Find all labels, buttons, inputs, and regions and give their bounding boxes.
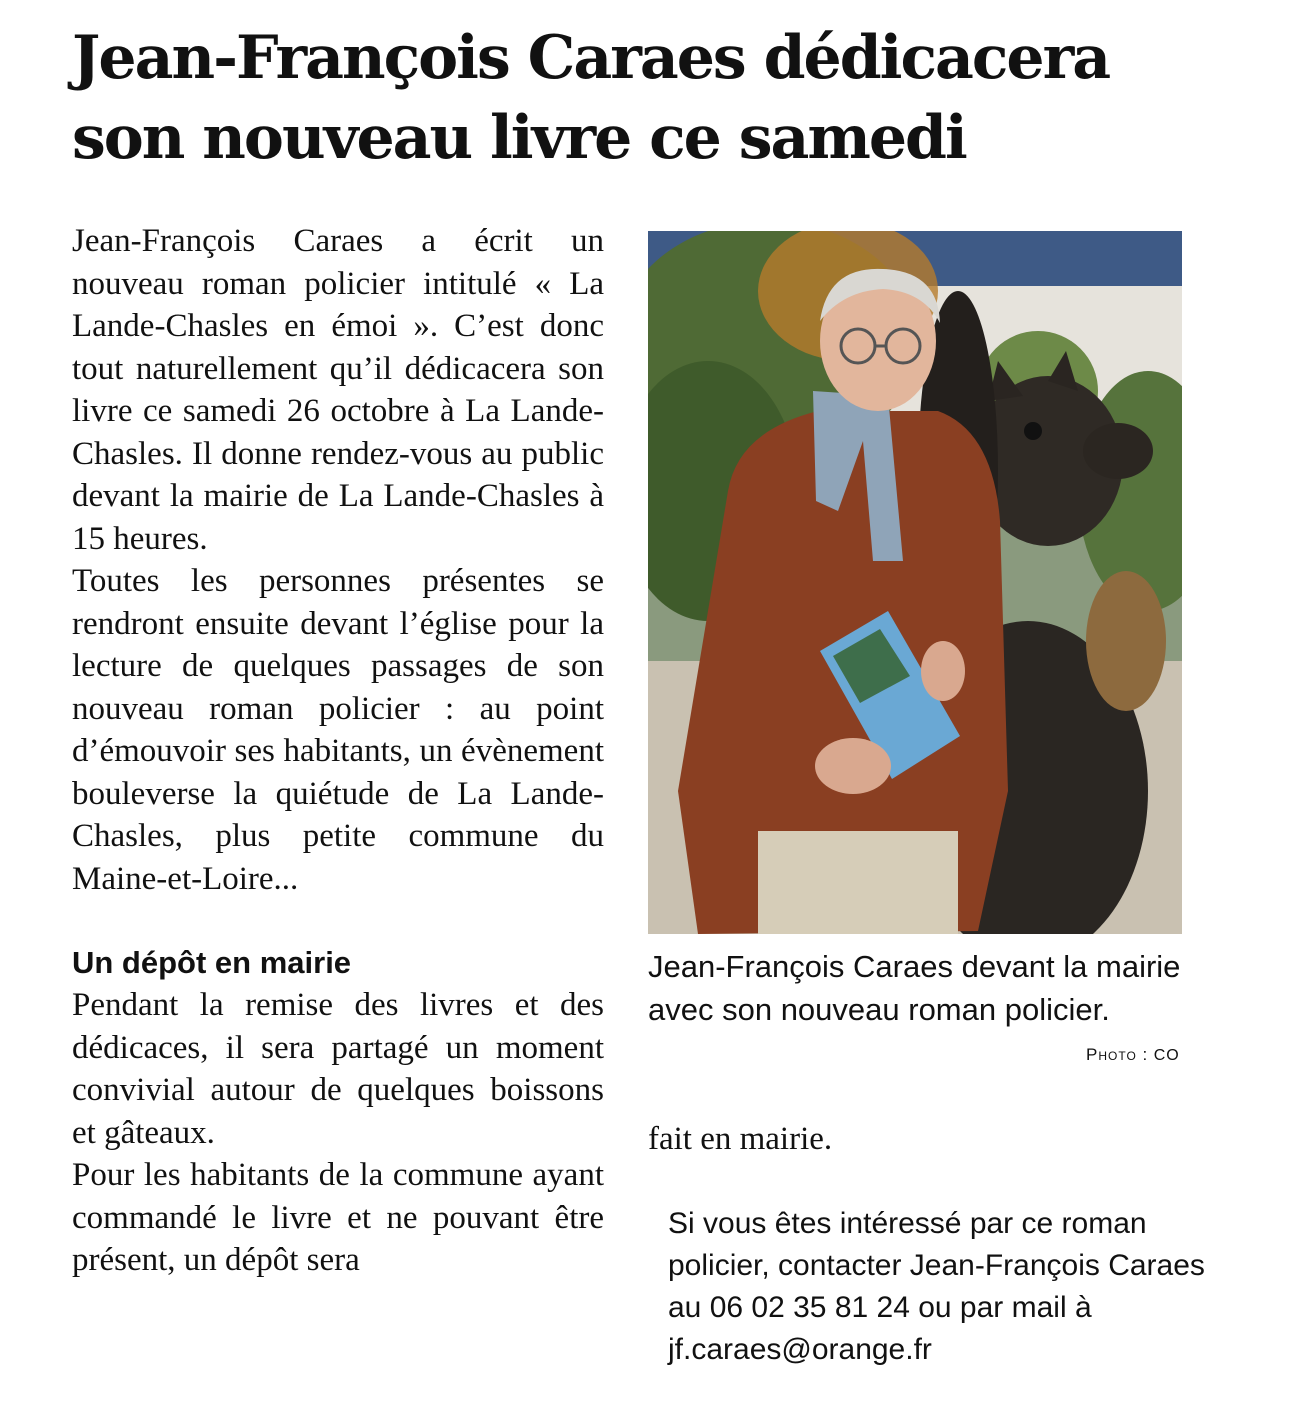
contact-box: Si vous êtes intéressé par ce roman policier, contacter Jean-François Caraes au 06 02 35 81 24 ou par mail à jf.caraes@orange.fr [668, 1207, 1205, 1366]
paragraph-spacer [72, 900, 604, 942]
photo-credit-name: CO [1153, 1047, 1180, 1064]
article-body-left-column [72, 220, 604, 1282]
author-with-squirrel-statue-image [648, 231, 1182, 934]
article-headline: Jean-François Caraes dédicacera son nouveau livre ce samedi [72, 23, 1110, 173]
paragraph-deposit: Pour les habitants de la commune ayant commandé le livre et ne pouvant être présent, un dépôt sera [72, 1157, 604, 1278]
paragraph-deposit-continuation: fait en mairie. [648, 1121, 833, 1157]
subheading: Un dépôt en mairie [72, 945, 352, 980]
author-photo [648, 231, 1182, 934]
paragraph-reception: Pendant la remise des livres et des dédicaces, il sera partagé un moment convivial autour de quelques boissons et gâteaux. [72, 987, 604, 1151]
photo-credit [1086, 1045, 1180, 1065]
photo-credit-label: Photo : [1086, 1045, 1149, 1064]
paragraph-intro: Jean-François Caraes a écrit un nouveau roman policier intitulé « La Lande-Chasles en émoi ». C’est donc tout naturellement qu’il dédicacera son livre ce samedi 26 octobre à La Lande-Chasles. Il donne rendez-vous au public devant la mairie de La Lande-Chasles à 15 heures. [72, 223, 604, 557]
photo-caption: Jean-François Caraes devant la mairie avec son nouveau roman policier. [648, 949, 1181, 1027]
paragraph-reading: Toutes les personnes présentes se rendront ensuite devant l’église pour la lecture de quelques passages de son nouveau roman policier : au point d’émouvoir ses habitants, un évènement bouleverse la quiétude de La Lande-Chasles, plus petite commune du Maine-et-Loire... [72, 563, 604, 897]
